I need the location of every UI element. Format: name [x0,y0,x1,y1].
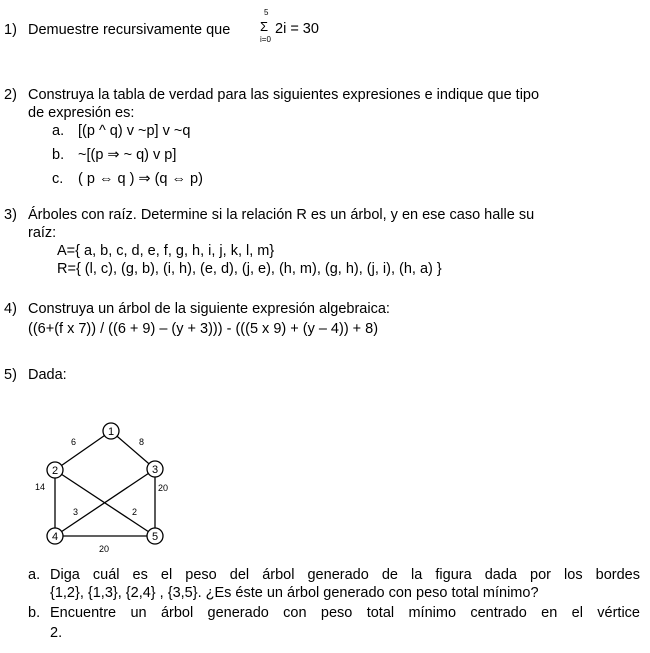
q5-a-line1: Diga cuál es el peso del árbol generado de la figura dada por los bordes [50,567,640,583]
q1-summation [258,5,368,45]
q1-text: Demuestre recursivamente que [28,22,231,38]
q1-number: 1) [4,22,17,38]
q4-expression: ((6+(f x 7)) / ((6 + 9) – (y + 3))) - (((5 x 9) + (y – 4)) + 8) [28,321,379,337]
q5-b-line2: 2. [50,625,63,641]
edge-1-2 [55,431,111,470]
weight-4-5: 20 [99,544,110,554]
weight-1-3: 8 [139,437,145,447]
q2-line2: de expresión es: [28,105,135,121]
q5-number: 5) [4,367,17,383]
edge-1-3 [111,431,155,469]
q2-item-a-label: a. [52,123,65,139]
node-label-2: 2 [51,465,59,477]
q3-line1: Árboles con raíz. Determine si la relación R es un árbol, y en ese caso halle su [28,207,535,223]
weight-3-4: 3 [73,507,79,517]
q2-item-c-expr: ( p ⇔ q ) ⇒ (q ⇔ p) [78,171,203,187]
q2-item-b-label: b. [52,147,65,163]
q2-item-c-label: c. [52,171,64,187]
q5-b-line1: Encuentre un árbol generado con peso total mínimo centrado en el vértice [50,605,640,621]
node-label-5: 5 [151,531,159,543]
sum-lower-limit: i=0 [260,35,271,44]
q5-title: Dada: [28,367,67,383]
q5-a-label: a. [28,567,41,583]
q2-number: 2) [4,87,17,103]
sum-upper-limit: 5 [264,8,269,17]
node-label-3: 3 [151,464,159,476]
q5-a-line2: {1,2}, {1,3}, {2,4} , {3,5}. ¿Es éste un árbol generado con peso total mínimo? [50,585,539,601]
q4-number: 4) [4,301,17,317]
sum-expression: 2i = 30 [275,21,319,37]
q3-set-a: A={ a, b, c, d, e, f, g, h, i, j, k, l, m} [57,243,275,259]
node-label-1: 1 [107,426,115,438]
q3-line2: raíz: [28,225,57,241]
weighted-graph [25,415,200,560]
q2-line1: Construya la tabla de verdad para las siguientes expresiones e indique que tipo [28,87,540,103]
weight-3-5: 20 [158,483,169,493]
weight-1-2: 6 [71,437,77,447]
q2-item-a-expr: [(p ^ q) v ~p] v ~q [78,123,191,139]
q4-line1: Construya un árbol de la siguiente expresión algebraica: [28,301,390,317]
q2-item-b-expr: ~[(p ⇒ ~ q) v p] [78,147,177,163]
weight-2-5: 2 [132,507,138,517]
sum-symbol: Σ [260,19,269,34]
q3-set-r: R={ (l, c), (g, b), (i, h), (e, d), (j, e), (h, m), (g, h), (j, i), (h, a) } [57,261,442,277]
q5-b-label: b. [28,605,41,621]
q3-number: 3) [4,207,17,223]
node-label-4: 4 [51,531,59,543]
weight-2-4: 14 [35,482,46,492]
